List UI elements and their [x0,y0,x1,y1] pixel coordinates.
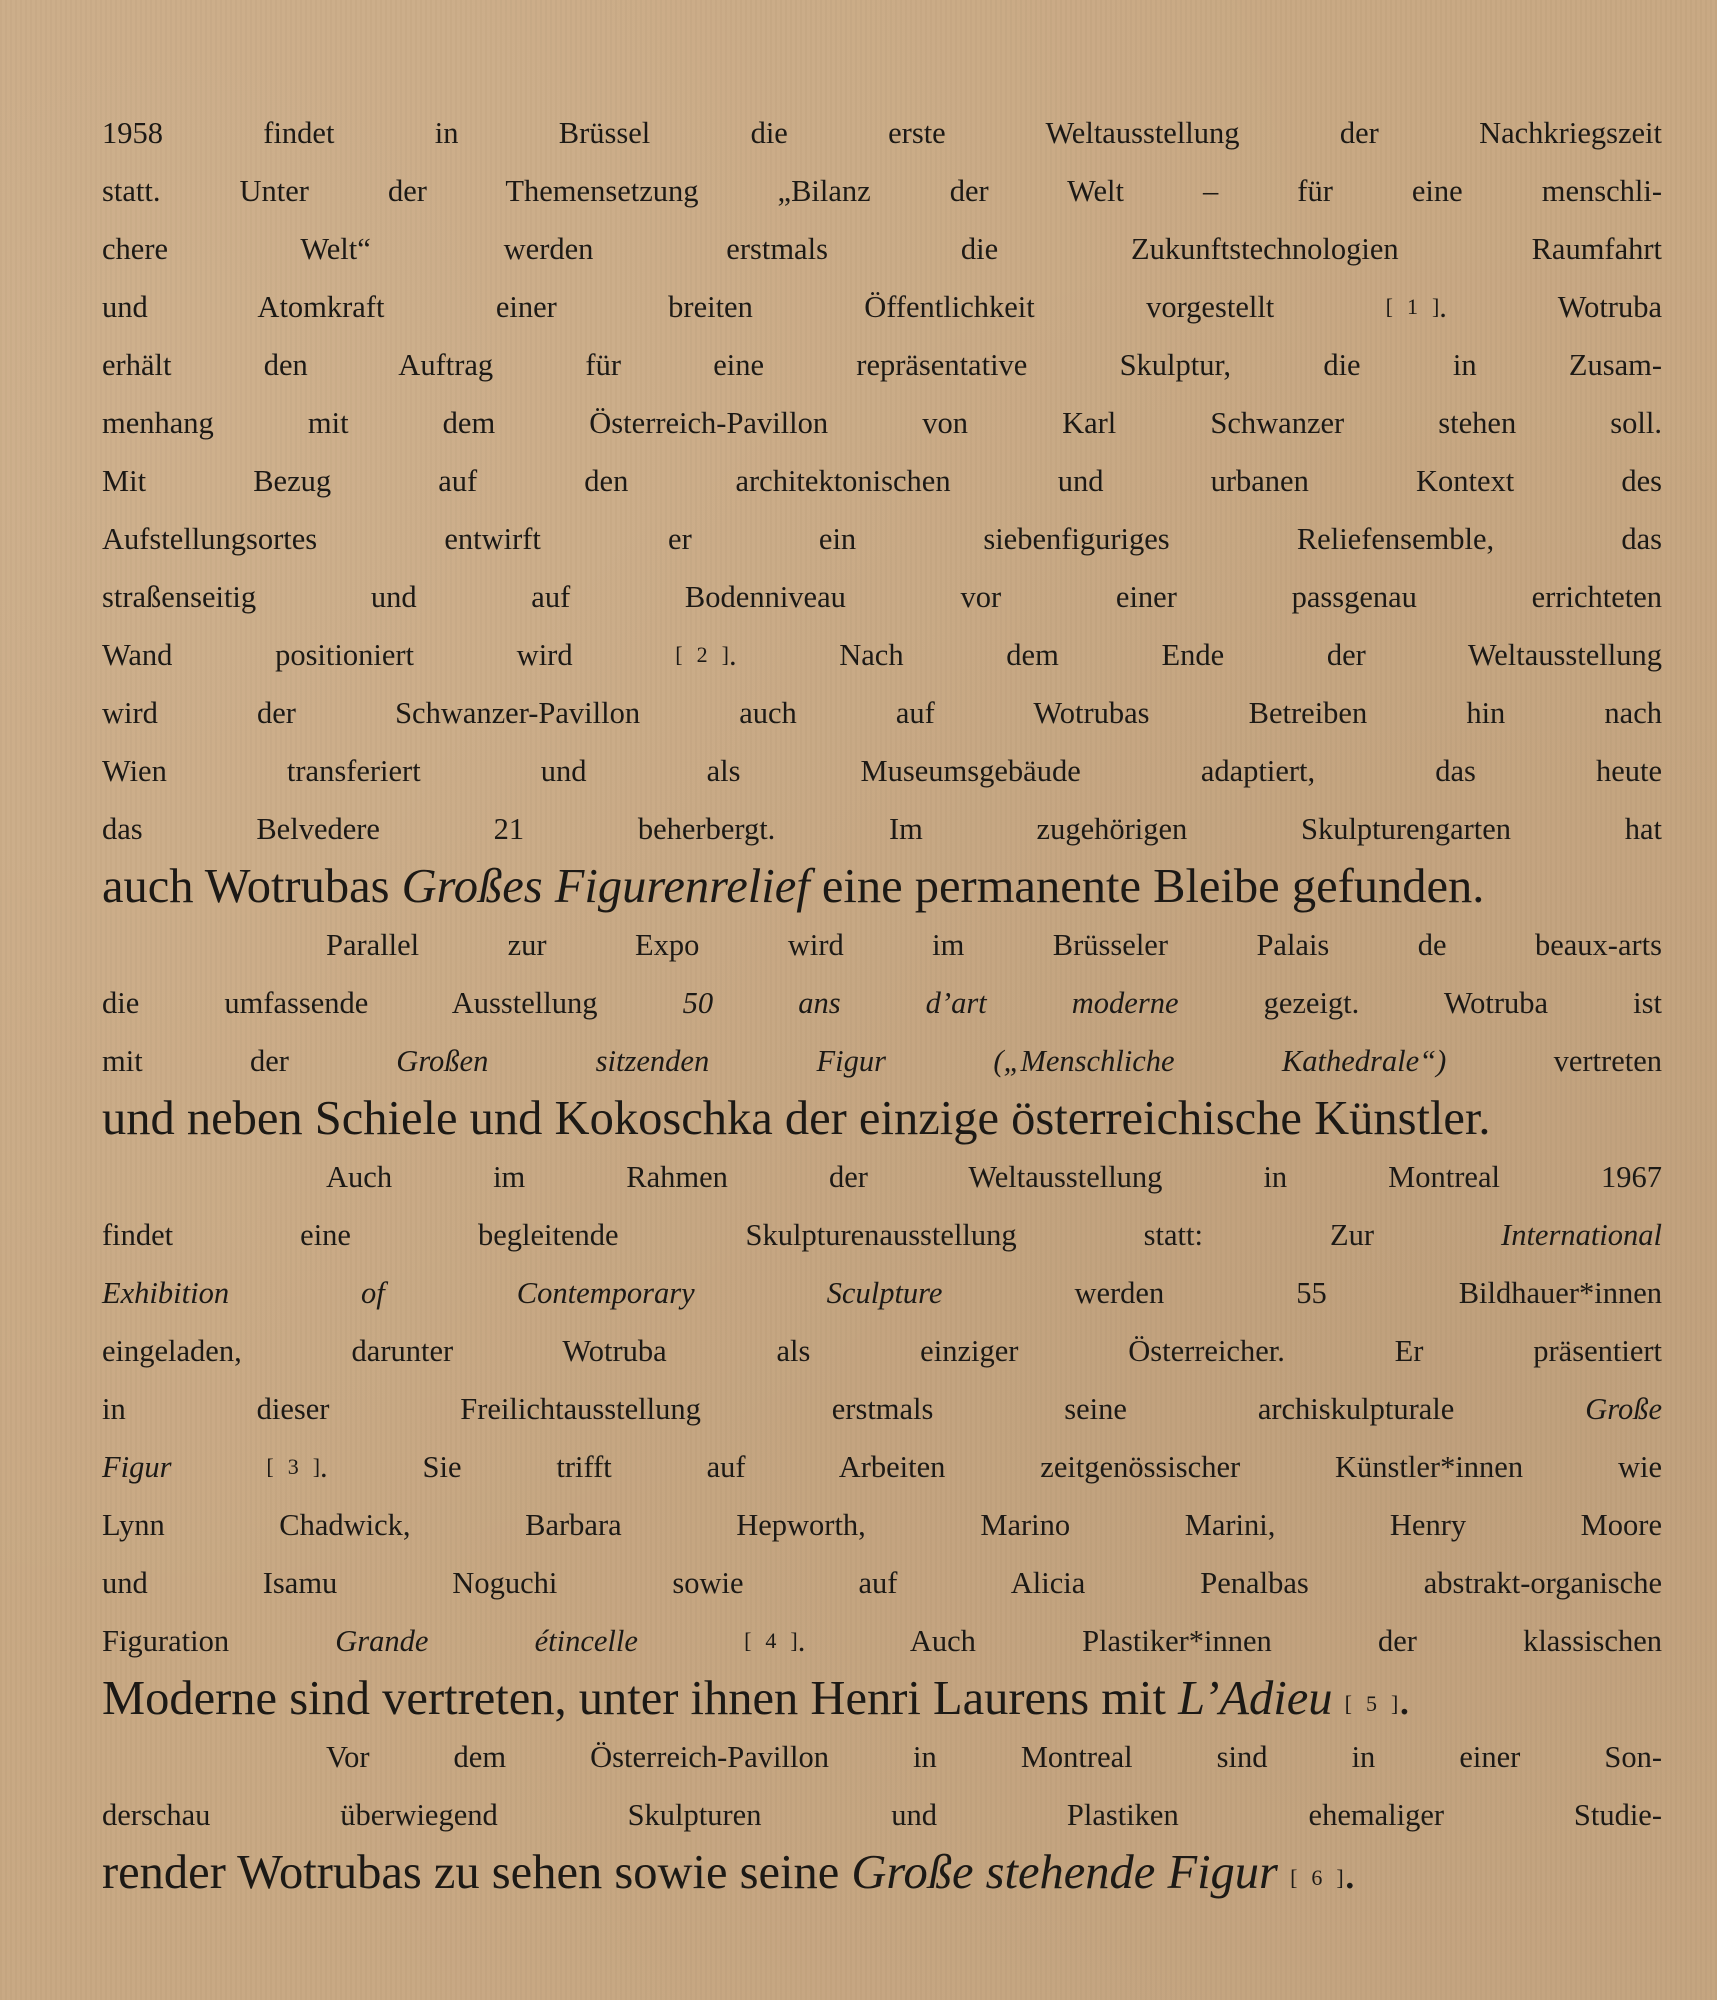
text-run: vertreten [1446,1044,1662,1078]
text-run: eingeladen, darunter Wotruba als einziger Österreicher. Er präsentiert [102,1334,1662,1368]
text-run: derschau überwiegend Skulpturen und Plastiken ehemaliger Studie- [102,1798,1662,1832]
text-line [102,916,1662,974]
reference-bracket-close: ] [790,1628,798,1653]
text-line [102,278,1662,336]
text-run: Auch im Rahmen der Weltausstellung in Montreal 1967 [326,1160,1662,1194]
text-line [102,1786,1662,1844]
text-run: . Wotruba [1439,290,1662,324]
figure-reference [266,1454,320,1479]
reference-number: 6 [1311,1865,1323,1890]
reference-bracket-open: [ [744,1628,752,1653]
text-run: mit der [102,1044,397,1078]
text-line [102,104,1662,162]
italic-title: 50 ans d’art moderne [682,986,1179,1020]
reference-number: 1 [1406,294,1418,319]
text-run: werden 55 Bildhauer*innen [942,1276,1662,1310]
italic-title: Große stehende Figur [851,1846,1278,1899]
text-run: Wien transferiert und als Museumsgebäude adaptiert, das heute [102,754,1662,788]
figure-reference [675,642,729,667]
text-line [102,858,1662,916]
text-run: die umfassende Ausstellung [102,986,683,1020]
body-text [102,104,1662,1902]
text-line [102,394,1662,452]
reference-bracket-close: ] [1336,1865,1344,1890]
figure-reference [1386,294,1440,319]
text-line [102,510,1662,568]
reference-bracket-open: [ [1385,294,1393,319]
italic-title: Großes Figurenrelief [401,860,810,913]
text-line [102,1612,1662,1670]
text-run: das Belvedere 21 beherbergt. Im zugehörigen Skulpturengarten hat [102,812,1662,846]
reference-bracket-open: [ [266,1454,274,1479]
text-run: . [1398,1672,1411,1725]
text-run: und Isamu Noguchi sowie auf Alicia Penalbas abstrakt-organische [102,1566,1662,1600]
text-run: Figuration [102,1624,336,1658]
text-run [171,1450,266,1484]
text-run: und neben Schiele und Kokoschka der einzige österreichische Künstler. [102,1092,1491,1145]
text-run: Parallel zur Expo wird im Brüsseler Palais de beaux-arts [326,928,1662,962]
text-run: Moderne sind vertreten, unter ihnen Henri Laurens mit [102,1672,1179,1725]
text-line [102,1380,1662,1438]
text-line [102,162,1662,220]
text-line [102,220,1662,278]
text-line [102,1728,1662,1786]
text-run: auch Wotrubas [102,860,402,913]
text-run: . [1343,1846,1356,1899]
text-line [102,742,1662,800]
text-line [102,684,1662,742]
text-line [102,452,1662,510]
text-run: render Wotrubas zu sehen sowie seine [102,1846,852,1899]
text-line [102,626,1662,684]
italic-title: L’Adieu [1178,1672,1333,1725]
text-run [638,1624,744,1658]
text-line [102,1148,1662,1206]
text-line [102,1670,1662,1728]
text-run: und Atomkraft einer breiten Öffentlichkeit vorgestellt [102,290,1386,324]
text-run: 1958 findet in Brüssel die erste Weltausstellung der Nachkriegszeit [102,116,1662,150]
reference-bracket-close: ] [312,1454,321,1479]
text-run: erhält den Auftrag für eine repräsentative Skulptur, die in Zusam- [102,348,1662,382]
text-run: eine permanente Bleibe gefunden. [809,860,1485,913]
text-line [102,568,1662,626]
italic-title: Figur [102,1450,172,1484]
text-line [102,1496,1662,1554]
paragraph [102,1728,1662,1902]
text-run: Lynn Chadwick, Barbara Hepworth, Marino Marini, Henry Moore [102,1508,1662,1542]
text-run: straßenseitig und auf Bodenniveau vor einer passgenau errichteten [102,580,1662,614]
reference-number: 4 [765,1628,777,1653]
text-run: . Sie trifft auf Arbeiten zeitgenössischer Künstler*innen wie [320,1450,1662,1484]
text-line [102,1032,1662,1090]
paragraph [102,916,1662,1148]
text-run: menhang mit dem Österreich-Pavillon von Karl Schwanzer stehen soll. [102,406,1662,440]
reference-number: 2 [696,642,708,667]
figure-reference [744,1628,798,1653]
text-line [102,800,1662,858]
text-run: statt. Unter der Themensetzung „Bilanz der Welt – für eine menschli- [102,174,1662,208]
reference-bracket-open: [ [1344,1691,1352,1716]
paragraph [102,104,1662,916]
text-run: chere Welt“ werden erstmals die Zukunftstechnologien Raumfahrt [102,232,1662,266]
text-line [102,1264,1662,1322]
italic-title: Großen sitzenden Figur („Menschliche Kathedrale“) [396,1044,1447,1078]
figure-reference [1345,1691,1399,1716]
text-run [1278,1846,1290,1899]
text-run: in dieser Freilichtausstellung erstmals seine archiskulpturale [102,1392,1586,1426]
text-line [102,1438,1662,1496]
italic-title: Exhibition of Contemporary Sculpture [102,1276,943,1310]
reference-bracket-close: ] [1431,294,1440,319]
text-line [102,1554,1662,1612]
text-line [102,336,1662,394]
reference-bracket-open: [ [675,642,683,667]
reference-bracket-close: ] [1391,1691,1399,1716]
text-run: Mit Bezug auf den architektonischen und urbanen Kontext des [102,464,1662,498]
italic-title: Große [1585,1392,1662,1426]
reference-number: 3 [287,1454,299,1479]
text-run: gezeigt. Wotruba ist [1178,986,1662,1020]
text-run: . Auch Plastiker*innen der klassischen [797,1624,1663,1658]
text-run: findet eine begleitende Skulpturenausstellung statt: Zur [102,1218,1502,1252]
text-line [102,1844,1662,1902]
reference-number: 5 [1366,1691,1377,1716]
text-line [102,1206,1662,1264]
reference-bracket-open: [ [1290,1865,1298,1890]
italic-title: Grande étincelle [335,1624,638,1658]
text-line [102,1322,1662,1380]
text-line [102,1090,1662,1148]
paragraph [102,1148,1662,1728]
text-run [1333,1672,1345,1725]
text-run: wird der Schwanzer-Pavillon auch auf Wotrubas Betreiben hin nach [102,696,1662,730]
text-run: . Nach dem Ende der Weltausstellung [728,638,1662,672]
figure-reference [1290,1865,1344,1890]
reference-bracket-close: ] [721,642,729,667]
text-run: Aufstellungsortes entwirft er ein siebenfiguriges Reliefensemble, das [102,522,1662,556]
text-run: Wand positioniert wird [102,638,676,672]
italic-title: International [1501,1218,1662,1252]
text-line [102,974,1662,1032]
text-run: Vor dem Österreich-Pavillon in Montreal sind in einer Son- [326,1740,1662,1774]
